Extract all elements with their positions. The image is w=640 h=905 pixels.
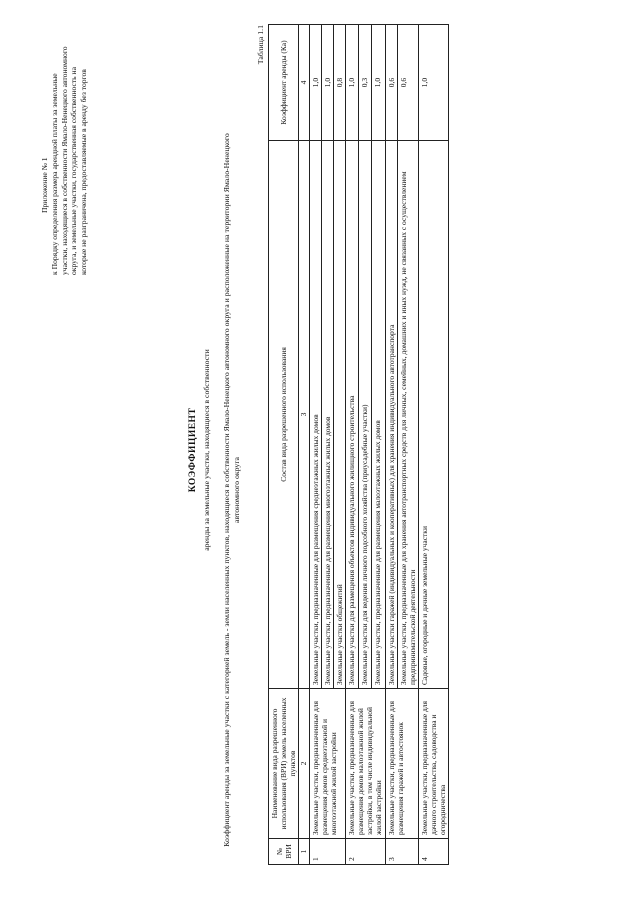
appendix-text: к Порядку определения размера арендной платы за земельные участки, находящиеся в собственности Ямало-Ненецкого автономного округа, и земельные участки, государственная собственность на которые не разграничена, предоставляемые в аренду без торгов: [50, 46, 88, 275]
column-number-row: [299, 25, 309, 865]
coef-cell: 1,0: [418, 25, 448, 141]
table-label: Таблица 1.1: [256, 25, 265, 65]
coef-cell: 0,6: [385, 25, 397, 141]
group-name: Земельные участки, предназначенные для размещения домов малоэтажной жилой застройки, в том числе индивидуальной жилой застройки: [345, 689, 385, 839]
column-number: 2: [299, 689, 309, 839]
group-name: Земельные участки, предназначенные для размещения гаражей и автостоянок: [385, 689, 418, 839]
table-row: [309, 25, 321, 865]
group-num: 3: [385, 839, 418, 865]
composition-cell: Земельные участки, предназначенные для размещения среднеэтажных жилых домов: [309, 141, 321, 689]
table-row: [418, 25, 448, 865]
composition-cell: Садовые, огородные и дачные земельные участки: [418, 141, 448, 689]
coef-cell: 1,0: [309, 25, 321, 141]
composition-cell: Земельные участки гаражей (индивидуальных и кооперативных) для хранения индивидуального автотранспорта: [385, 141, 397, 689]
rotated-document-page: [40, 5, 600, 895]
coef-cell: 0,8: [333, 25, 345, 141]
coef-cell: 0,6: [397, 25, 418, 141]
table-row: [385, 25, 397, 865]
header-composition: Состав вида разрешенного использования: [269, 141, 299, 689]
coef-cell: 1,0: [321, 25, 333, 141]
column-number: 1: [299, 839, 309, 865]
composition-cell: Земельные участки для ведения личного подсобного хозяйства (приусадебные участки): [359, 141, 372, 689]
composition-cell: Земельные участки, предназначенные для хранения автотранспортных средств для личных, семейных, домашних и иных нужд, не связанных с осуществлением предпринимательской деятельности: [397, 141, 418, 689]
group-num: 1: [309, 839, 345, 865]
coef-cell: 1,0: [345, 25, 358, 141]
composition-cell: Земельные участки для размещения объектов индивидуального жилищного строительства: [345, 141, 358, 689]
coef-cell: 0,3: [359, 25, 372, 141]
header-num: № ВРИ: [269, 839, 299, 865]
table-description: Коэффициент аренды за земельные участки с категорией земель - земли населенных пунктов, находящиеся в собственности Ямало-Ненецкого автономного округа и расположенные на территории Ямало-Ненецкого автономного округа: [222, 133, 242, 847]
column-number: 4: [299, 25, 309, 141]
header-name: Наименование вида разрешенного использования (ВРИ) земель населенных пунктов: [269, 689, 299, 839]
column-number: 3: [299, 141, 309, 689]
table-row: [345, 25, 358, 865]
header-coef: Коэффициент аренды (Ка): [269, 25, 299, 141]
coef-cell: 1,0: [372, 25, 385, 141]
coefficient-table: [268, 24, 449, 865]
group-num: 4: [418, 839, 448, 865]
document-title: КОЭФФИЦИЕНТ: [188, 407, 198, 493]
table-header-row: [269, 25, 299, 865]
group-name: Земельные участки, предназначенные для дачного строительства, садоводства и огородничества: [418, 689, 448, 839]
composition-cell: Земельные участки, предназначенные для размещения малоэтажных жилых домов: [372, 141, 385, 689]
document-subtitle: аренды за земельные участки, находящиеся в собственности: [202, 349, 211, 551]
composition-cell: Земельные участки общежитий: [333, 141, 345, 689]
group-name: Земельные участки, предназначенные для размещения домов среднеэтажной и многоэтажной жилой застройки: [309, 689, 345, 839]
appendix-heading: Приложение № 1: [40, 157, 49, 213]
appendix-note: [40, 45, 88, 275]
composition-cell: Земельные участки, предназначенные для размещения многоэтажных жилых домов: [321, 141, 333, 689]
group-num: 2: [345, 839, 385, 865]
